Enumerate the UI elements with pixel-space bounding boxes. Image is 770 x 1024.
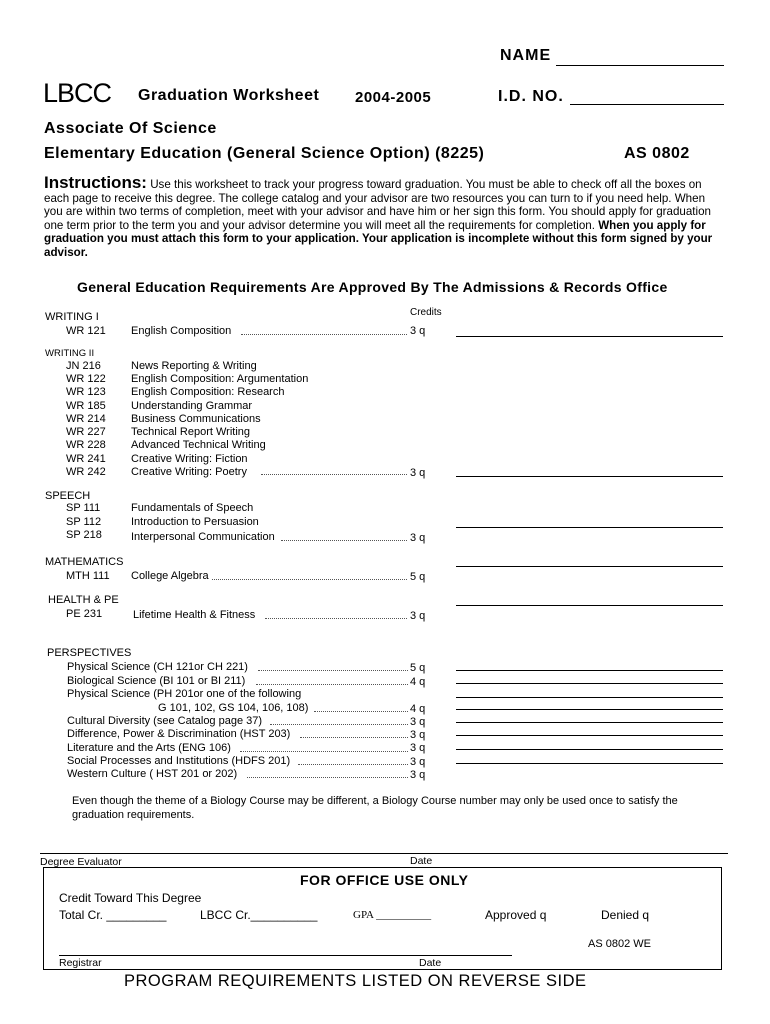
- health-signoff-line[interactable]: [456, 605, 723, 606]
- gpa-field[interactable]: GPA __________: [353, 909, 432, 921]
- instructions-block: [44, 173, 724, 259]
- course-credits: 3 q: [410, 610, 426, 622]
- perspective-credits: 3 q: [410, 742, 426, 754]
- leader-dots: [241, 334, 407, 335]
- course-code: WR 242: [66, 466, 106, 478]
- perspective-title: Literature and the Arts (ENG 106): [67, 742, 231, 754]
- perspective-title: Social Processes and Institutions (HDFS 201): [67, 755, 291, 767]
- instructions-bold-text: When you apply for graduation you must attach this form to your application. Your application is incomplete without this form signed by your advisor.: [44, 218, 713, 259]
- writing2-signoff-line[interactable]: [456, 476, 723, 477]
- perspective-title: Physical Science (CH 121or CH 221): [67, 661, 248, 673]
- perspective-credits: 5 q: [410, 662, 426, 674]
- evaluator-date-label: Date: [410, 855, 433, 867]
- writing2-heading: WRITING II: [45, 348, 95, 359]
- course-title: College Algebra: [131, 570, 209, 582]
- leader-dots: [212, 579, 407, 580]
- course-code: SP 112: [66, 516, 102, 528]
- perspective-signoff-line[interactable]: [456, 697, 723, 698]
- gen-ed-heading: General Education Requirements Are Approved By The Admissions & Records Office: [77, 279, 668, 295]
- name-label: NAME: [500, 47, 552, 64]
- registrar-date-label: Date: [419, 957, 442, 969]
- course-title: Creative Writing: Fiction: [131, 453, 248, 465]
- leader-dots: [314, 711, 408, 712]
- course-credits: 3 q: [410, 532, 426, 544]
- speech-heading: SPEECH: [45, 490, 91, 502]
- perspective-credits: 3 q: [410, 769, 426, 781]
- leader-dots: [270, 724, 408, 725]
- footer-note: PROGRAM REQUIREMENTS LISTED ON REVERSE SIDE: [124, 972, 587, 990]
- speech-signoff-line[interactable]: [456, 527, 723, 528]
- leader-dots: [281, 540, 407, 541]
- registrar-signature-line[interactable]: [59, 955, 512, 956]
- course-credits: 3 q: [410, 325, 426, 337]
- leader-dots: [247, 777, 408, 778]
- course-code: WR 227: [66, 426, 106, 438]
- course-credits: 5 q: [410, 571, 426, 583]
- program-title: Elementary Education (General Science Option) (8225): [44, 145, 485, 162]
- id-field[interactable]: [570, 104, 724, 105]
- degree-title: Associate Of Science: [44, 120, 217, 137]
- program-code: AS 0802: [624, 145, 690, 162]
- office-heading: FOR OFFICE USE ONLY: [300, 872, 469, 888]
- course-code: WR 214: [66, 413, 106, 425]
- course-code: SP 111: [66, 502, 101, 514]
- evaluator-signature-line[interactable]: [40, 853, 728, 854]
- leader-dots: [256, 684, 408, 685]
- name-field[interactable]: [556, 65, 724, 66]
- perspectives-heading: PERSPECTIVES: [47, 647, 132, 659]
- course-title: Interpersonal Communication: [131, 531, 275, 543]
- course-code: PE 231: [66, 608, 103, 620]
- perspective-title: Difference, Power & Discrimination (HST 203): [67, 728, 291, 740]
- perspective-title: Cultural Diversity (see Catalog page 37): [67, 715, 263, 727]
- perspective-signoff-line[interactable]: [456, 709, 723, 710]
- college-logo-text: LBCC: [43, 78, 112, 108]
- leader-dots: [240, 751, 408, 752]
- approved-checkbox[interactable]: Approved q: [485, 908, 547, 922]
- perspective-credits: 3 q: [410, 716, 426, 728]
- perspective-credits: 4 q: [410, 703, 426, 715]
- perspective-title: Western Culture ( HST 201 or 202): [67, 768, 238, 780]
- leader-dots: [300, 737, 408, 738]
- perspective-title: Physical Science (PH 201or one of the following: [67, 688, 302, 700]
- course-title: English Composition: Argumentation: [131, 373, 309, 385]
- perspective-signoff-line[interactable]: [456, 749, 723, 750]
- perspective-signoff-line[interactable]: [456, 683, 723, 684]
- perspective-signoff-line[interactable]: [456, 735, 723, 736]
- course-code: WR 121: [66, 325, 106, 337]
- course-title: Introduction to Persuasion: [131, 516, 259, 528]
- course-code: WR 228: [66, 439, 106, 451]
- registrar-label: Registrar: [59, 957, 102, 969]
- course-credits: 3 q: [410, 467, 426, 479]
- total-credits-field[interactable]: Total Cr. _________: [59, 908, 167, 922]
- perspective-signoff-line[interactable]: [456, 670, 723, 671]
- health-heading: HEALTH & PE: [48, 594, 119, 606]
- perspective-signoff-line[interactable]: [456, 722, 723, 723]
- office-form-code: AS 0802 WE: [588, 938, 651, 950]
- course-title: Understanding Grammar: [131, 400, 253, 412]
- perspective-credits: 3 q: [410, 756, 426, 768]
- academic-year: 2004-2005: [355, 89, 432, 106]
- course-code: MTH 111: [66, 570, 110, 582]
- lbcc-credits-field[interactable]: LBCC Cr.__________: [200, 908, 318, 922]
- perspective-title: Biological Science (BI 101 or BI 211): [67, 675, 246, 687]
- denied-checkbox[interactable]: Denied q: [601, 908, 650, 922]
- course-code: JN 216: [66, 360, 101, 372]
- leader-dots: [298, 764, 408, 765]
- course-title: English Composition: [131, 325, 232, 337]
- math-signoff-line[interactable]: [456, 566, 723, 567]
- id-label: I.D. NO.: [498, 88, 564, 105]
- perspective-credits: 3 q: [410, 729, 426, 741]
- math-heading: MATHEMATICS: [45, 556, 124, 568]
- course-code: WR 123: [66, 386, 106, 398]
- course-title: News Reporting & Writing: [131, 360, 257, 372]
- course-code: WR 122: [66, 373, 106, 385]
- course-title: Technical Report Writing: [131, 426, 251, 438]
- evaluator-label: Degree Evaluator: [40, 856, 122, 868]
- biology-note: Even though the theme of a Biology Course may be different, a Biology Course number may only be used once to satisfy the graduation requirements.: [72, 795, 678, 821]
- instructions-label: Instructions:: [44, 173, 147, 192]
- course-title: Lifetime Health & Fitness: [133, 609, 256, 621]
- writing1-heading: WRITING I: [45, 311, 99, 323]
- perspective-credits: 4 q: [410, 676, 426, 688]
- credits-label: Credits: [410, 307, 442, 318]
- worksheet-title: Graduation Worksheet: [138, 87, 320, 104]
- instructions-text: Use this worksheet to track your progress toward graduation. You must be able to check off all the boxes on each page to receive this degree. The college catalog and your advisor are two resources you can turn to if you need help. When you are within two terms of completion, meet with your advisor and have him or her sign this form. You should apply for graduation one term prior to the term you and your advisor determine you will meet all the requirements for completion.: [44, 178, 711, 232]
- course-title: Creative Writing: Poetry: [131, 466, 247, 478]
- course-title: Advanced Technical Writing: [131, 439, 266, 451]
- perspective-title: G 101, 102, GS 104, 106, 108): [158, 702, 309, 714]
- leader-dots: [261, 474, 407, 475]
- leader-dots: [258, 670, 408, 671]
- course-title: English Composition: Research: [131, 386, 285, 398]
- course-title: Fundamentals of Speech: [131, 502, 254, 514]
- course-title: Business Communications: [131, 413, 261, 425]
- course-code: WR 241: [66, 453, 106, 465]
- course-code: SP 218: [66, 529, 102, 541]
- writing1-signoff-line[interactable]: [456, 336, 723, 337]
- course-code: WR 185: [66, 400, 106, 412]
- leader-dots: [265, 618, 407, 619]
- credit-toward-label: Credit Toward This Degree: [59, 891, 202, 905]
- perspective-signoff-line[interactable]: [456, 763, 723, 764]
